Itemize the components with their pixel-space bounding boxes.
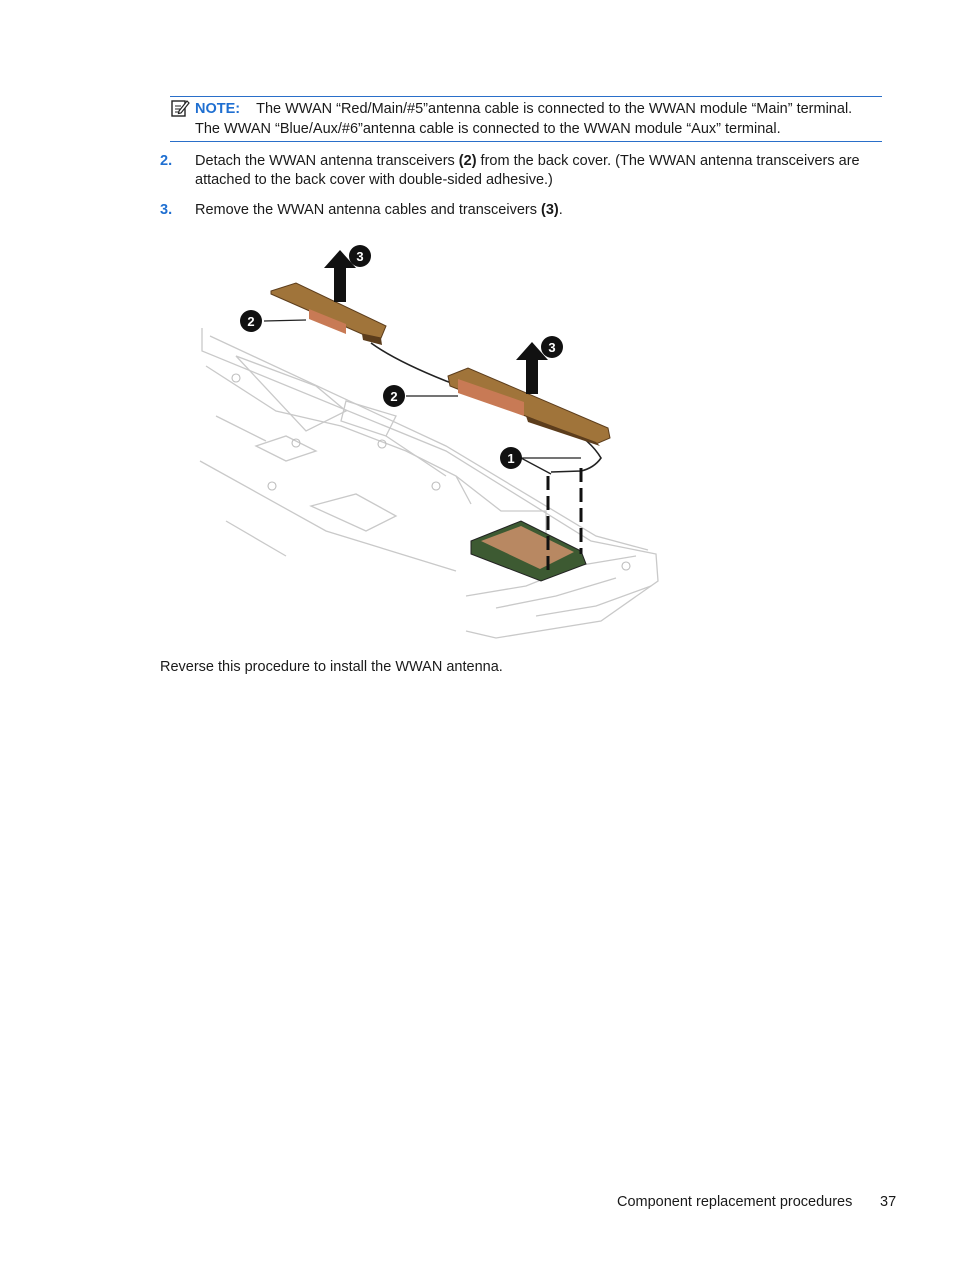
callout-2-left [240,310,262,332]
svg-text:3: 3 [548,340,556,355]
transceiver-left [271,283,386,345]
step-number: 2. [160,153,173,169]
step-number: 3. [160,202,173,218]
callout-3-left [349,245,371,267]
svg-text:3: 3 [356,249,364,264]
callout-1 [500,447,522,469]
callout-3-right [541,336,563,358]
callout-2-right [383,385,405,407]
wwan-module [471,521,586,581]
svg-text:1: 1 [507,451,515,466]
callouts [240,245,563,469]
note-line-1 [195,100,852,118]
note-line-2: The WWAN “Blue/Aux/#6”antenna cable is connected to the WWAN module “Aux” terminal. [195,121,781,137]
closing-paragraph: Reverse this procedure to install the WWAN antenna. [160,659,503,675]
antenna-cable [371,343,601,472]
note-text-1: The WWAN “Red/Main/#5”antenna cable is connected to the WWAN module “Main” terminal. [256,101,853,117]
svg-text:2: 2 [390,389,398,404]
footer-section-title: Component replacement procedures [617,1194,853,1210]
step-text: Remove the WWAN antenna cables and transceivers (3). [195,202,563,218]
note-icon [170,98,190,118]
step-2 [160,152,880,192]
svg-text:2: 2 [247,314,255,329]
page-number: 37 [880,1194,897,1210]
note-label: NOTE: [195,101,241,117]
step-text: Detach the WWAN antenna transceivers (2) from the back cover. (The WWAN antenna transceivers are attached to the back cover with double-sided adhesive.) [195,153,860,188]
wwan-antenna-illustration [196,236,666,646]
note-box [170,96,882,142]
step-3 [160,201,880,221]
